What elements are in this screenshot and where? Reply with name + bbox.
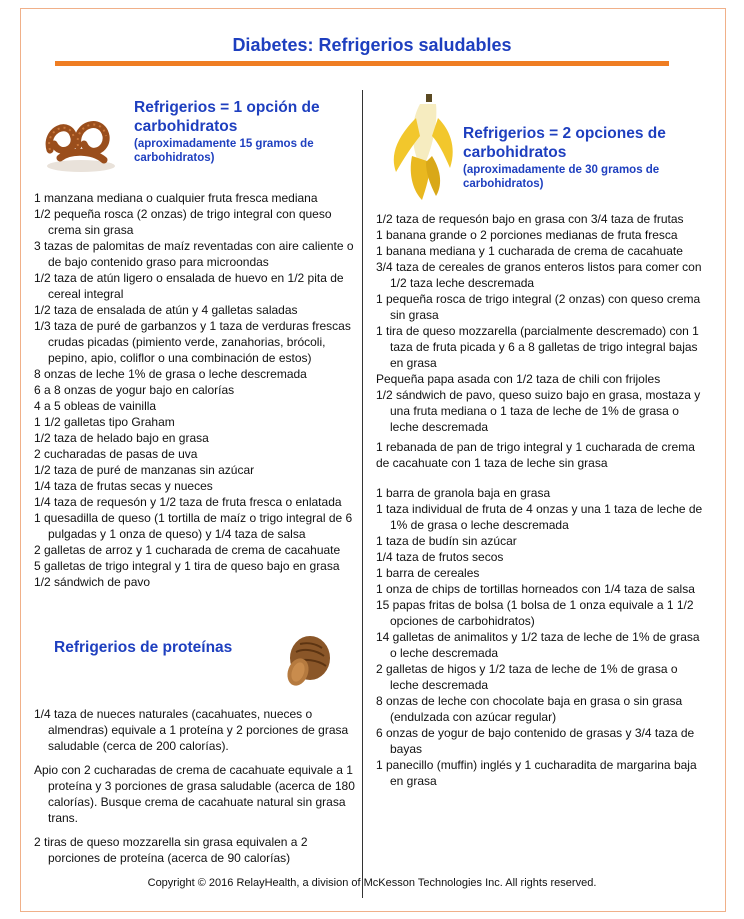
two-carb-list-a	[376, 211, 706, 435]
list-item: Pequeña papa asada con 1/2 taza de chili con frijoles	[376, 372, 661, 386]
list-item: 6 a 8 onzas de yogur bajo en calorías	[34, 383, 235, 397]
list-item: 1/2 sándwich de pavo, queso suizo bajo en grasa, mostaza y una fruta mediana o 1 taza de leche de 1% de grasa o leche descremada	[376, 388, 701, 434]
two-carb-list-c	[376, 485, 706, 789]
list-item: 1 quesadilla de queso (1 tortilla de maíz o trigo integral de 6 pulgadas y 1 onza de queso) y 1/4 taza de salsa	[34, 511, 353, 541]
two-carb-item-b: 1 rebanada de pan de trigo integral y 1 cucharada de crema de cacahuate con 1 taza de leche sin grasa	[376, 440, 695, 470]
list-item: 1 banana mediana y 1 cucharada de crema de cacahuate	[376, 244, 683, 258]
list-item: 1/2 taza de requesón bajo en grasa con 3/4 taza de frutas	[376, 212, 684, 226]
two-carb-subheading: (aproximadamente de 30 gramos de carbohidratos)	[463, 164, 660, 190]
list-item: 3 tazas de palomitas de maíz reventadas con aire caliente o de bajo contenido graso para microondas	[34, 239, 354, 269]
list-item: 4 a 5 obleas de vainilla	[34, 399, 157, 413]
list-item: 1/2 taza de puré de manzanas sin azúcar	[34, 463, 255, 477]
list-item: 1 banana grande o 2 porciones medianas de fruta fresca	[376, 228, 678, 242]
list-item: 1/4 taza de frutas secas y nueces	[34, 479, 213, 493]
list-item: 1/2 taza de ensalada de atún y 4 galletas saladas	[34, 303, 298, 317]
one-carb-subheading: (aproximadamente 15 gramos de carbohidratos)	[134, 138, 314, 164]
list-item: 1 pequeña rosca de trigo integral (2 onzas) con queso crema sin grasa	[376, 292, 701, 322]
list-item: 1 barra de cereales	[376, 566, 480, 580]
list-item: Apio con 2 cucharadas de crema de cacahuate equivale a 1 proteína y 3 porciones de grasa saludable (acerca de 180 calorías). Busque crema de cacahuate natural sin grasa trans.	[34, 763, 355, 825]
page-title: Diabetes: Refrigerios saludables	[232, 35, 512, 55]
list-item: 1/2 sándwich de pavo	[34, 575, 151, 589]
copyright-footer: Copyright © 2016 RelayHealth, a division of McKesson Technologies Inc. All rights reserved.	[147, 877, 597, 889]
two-carb-heading: Refrigerios = 2 opciones de carbohidratos	[463, 125, 666, 161]
protein-list	[34, 706, 356, 874]
list-item: 1/2 pequeña rosca (2 onzas) de trigo integral con queso crema sin grasa	[34, 207, 332, 237]
list-item: 3/4 taza de cereales de granos enteros listos para comer con 1/2 taza leche descremada	[376, 260, 702, 290]
list-item: 1/2 taza de helado bajo en grasa	[34, 431, 209, 445]
list-item: 1 onza de chips de tortillas horneados con 1/4 taza de salsa	[376, 582, 695, 596]
protein-heading: Refrigerios de proteínas	[54, 639, 233, 656]
pretzel-icon	[40, 110, 122, 176]
banana-icon	[386, 92, 456, 202]
list-item: 2 galletas de arroz y 1 cucharada de crema de cacahuate	[34, 543, 341, 557]
column-divider	[362, 90, 363, 898]
title-rule	[55, 61, 669, 66]
list-item: 1/3 taza de puré de garbanzos y 1 taza de verduras frescas crudas picadas (pimiento verde, zanahorias, brócoli, pepino, apio, coliflor o una combinación de estos)	[34, 319, 351, 365]
list-item: 1 tira de queso mozzarella (parcialmente descremado) con 1 taza de fruta picada y 6 a 8 galletas de trigo integral bajas en grasa	[376, 324, 699, 370]
list-item: 1 manzana mediana o cualquier fruta fresca mediana	[34, 191, 318, 205]
list-item: 15 papas fritas de bolsa (1 bolsa de 1 onza equivale a 1 1/2 opciones de carbohidratos)	[376, 598, 694, 628]
list-item: 1 taza de budín sin azúcar	[376, 534, 517, 548]
list-item: 1/4 taza de requesón y 1/2 taza de fruta fresca o enlatada	[34, 495, 342, 509]
list-item: 1/2 taza de atún ligero o ensalada de huevo en 1/2 pita de cereal integral	[34, 271, 344, 301]
list-item: 1 panecillo (muffin) inglés y 1 cucharadita de margarina baja en grasa	[376, 758, 697, 788]
list-item: 8 onzas de leche con chocolate baja en grasa o sin grasa (endulzada con azúcar regular)	[376, 694, 683, 724]
list-item: 1/4 taza de nueces naturales (cacahuates, nueces o almendras) equivale a 1 proteína y 2 porciones de grasa saludable (cerca de 200 calorías).	[34, 707, 349, 753]
list-item: 14 galletas de animalitos y 1/2 taza de leche de 1% de grasa o leche descremada	[376, 630, 700, 660]
list-item: 1/4 taza de frutos secos	[376, 550, 504, 564]
list-item: 5 galletas de trigo integral y 1 tira de queso bajo en grasa	[34, 559, 340, 573]
one-carb-list	[34, 190, 356, 590]
one-carb-heading: Refrigerios = 1 opción de carbohidratos	[134, 99, 320, 135]
list-item: 1 1/2 galletas tipo Graham	[34, 415, 175, 429]
list-item: 2 tiras de queso mozzarella sin grasa equivalen a 2 porciones de proteína (acerca de 90 calorías)	[34, 835, 308, 865]
list-item: 2 galletas de higos y 1/2 taza de leche de 1% de grasa o leche descremada	[376, 662, 678, 692]
nuts-icon	[276, 628, 340, 690]
list-item: 6 onzas de yogur de bajo contenido de grasas y 3/4 taza de bayas	[376, 726, 695, 756]
list-item: 2 cucharadas de pasas de uva	[34, 447, 198, 461]
list-item: 1 barra de granola baja en grasa	[376, 486, 551, 500]
list-item: 8 onzas de leche 1% de grasa o leche descremada	[34, 367, 307, 381]
list-item: 1 taza individual de fruta de 4 onzas y una 1 taza de leche de 1% de grasa o leche descremada	[376, 502, 703, 532]
